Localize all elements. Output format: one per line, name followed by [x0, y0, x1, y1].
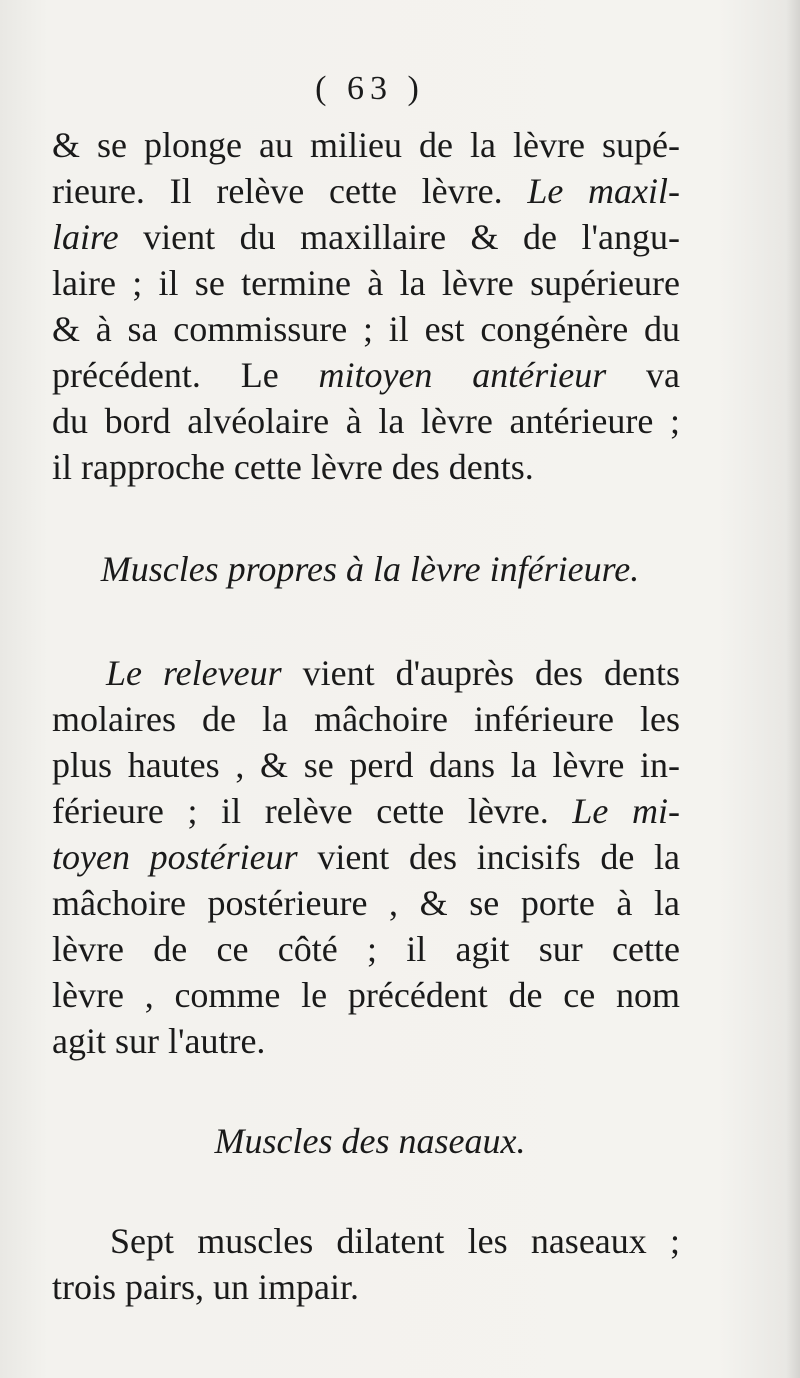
text-line: lèvre de ce côté ; il agit sur cette — [52, 929, 680, 969]
text-line: & se plonge au milieu de la lèvre supé- — [52, 125, 680, 165]
page-edge-shadow — [786, 0, 800, 1378]
text-line: mâchoire postérieure , & se porte à la — [52, 883, 680, 923]
text-line: & à sa commissure ; il est congénère du — [52, 309, 680, 349]
text-line: molaires de la mâchoire inférieure les — [52, 699, 680, 739]
text-line: férieure ; il relève cette lèvre. Le mi- — [52, 791, 680, 831]
section-heading: Muscles propres à la lèvre inférieure. — [100, 549, 640, 589]
page-number: ( 63 ) — [315, 70, 425, 107]
text-line: rieure. Il relève cette lèvre. Le maxil- — [52, 171, 680, 211]
text-line: Sept muscles dilatent les naseaux ; — [110, 1221, 680, 1261]
text-line: plus hautes , & se perd dans la lèvre in- — [52, 745, 680, 785]
text-line: lèvre , comme le précédent de ce nom — [52, 975, 680, 1015]
text-line: précédent. Le mitoyen antérieur va — [52, 355, 680, 395]
text-line: agit sur l'autre. — [52, 1021, 266, 1061]
text-line: Le releveur vient d'auprès des dents — [106, 653, 680, 693]
text-line: il rapproche cette lèvre des dents. — [52, 447, 534, 487]
text-line: du bord alvéolaire à la lèvre antérieure ; — [52, 401, 680, 441]
text-line: laire vient du maxillaire & de l'angu- — [52, 217, 680, 257]
text-line: toyen postérieur vient des incisifs de la — [52, 837, 680, 877]
section-heading: Muscles des naseaux. — [214, 1121, 526, 1161]
text-line: laire ; il se termine à la lèvre supérieure — [52, 263, 680, 303]
text-line: trois pairs, un impair. — [52, 1267, 359, 1307]
